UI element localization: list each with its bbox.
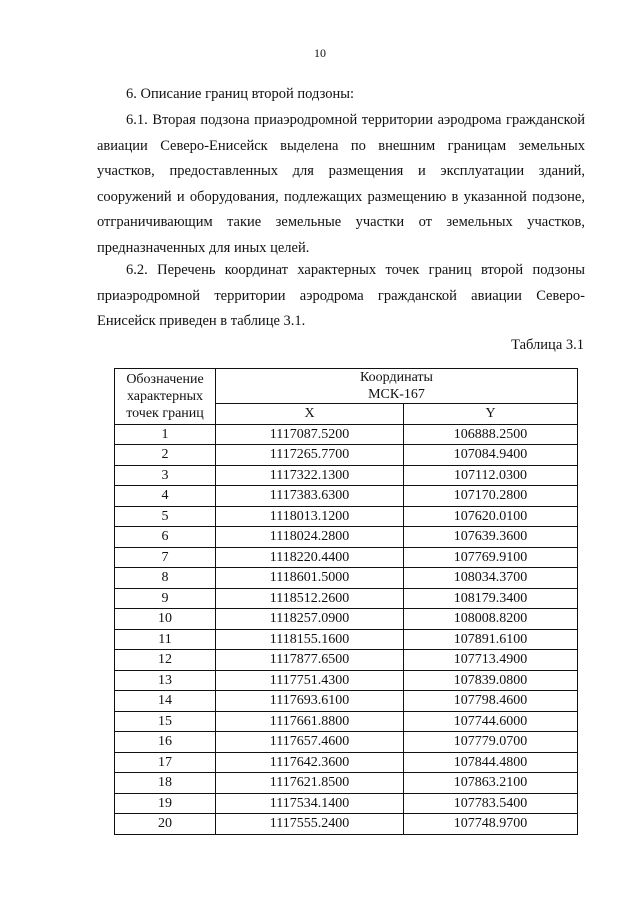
point-number-cell: 12 xyxy=(115,650,216,671)
table-row xyxy=(115,732,578,753)
table-row xyxy=(115,650,578,671)
x-coordinate-cell: 1117642.3600 xyxy=(216,752,404,773)
point-number-cell: 19 xyxy=(115,793,216,814)
table-row xyxy=(115,445,578,466)
paragraph-6-1: 6.1. Вторая подзона приаэродромной территории аэродрома гражданской авиации Северо-Енисейск выделена по внешним границам земельных участков, предоставленных для размещения и эксплуатации зданий, сооружений и оборудования, подлежащих размещению в указанной подзоне, отграничивающим такие земельные участки от земельных участков, предназначенных для иных целей. xyxy=(97,112,585,256)
y-coordinate-cell: 107844.4800 xyxy=(404,752,578,773)
designation-header-line: точек границ xyxy=(126,405,204,421)
table-header-row xyxy=(115,369,578,404)
y-coordinate-cell: 107112.0300 xyxy=(404,465,578,486)
point-number-cell: 1 xyxy=(115,424,216,445)
y-coordinate-cell: 108008.8200 xyxy=(404,609,578,630)
coordinates-header-line: Координаты xyxy=(360,370,433,385)
point-number-cell: 16 xyxy=(115,732,216,753)
paragraph-6-2: 6.2. Перечень координат характерных точек границ второй подзоны приаэродромной территории аэродрома гражданской авиации Северо-Енисейск приведен в таблице 3.1. xyxy=(97,262,585,329)
table-row xyxy=(115,814,578,835)
table-row xyxy=(115,568,578,589)
x-coordinate-cell: 1117322.1300 xyxy=(216,465,404,486)
point-number-cell: 13 xyxy=(115,670,216,691)
y-coordinate-cell: 107769.9100 xyxy=(404,547,578,568)
x-coordinate-cell: 1118024.2800 xyxy=(216,527,404,548)
x-column-header: X xyxy=(216,404,404,425)
table-row xyxy=(115,486,578,507)
point-number-cell: 3 xyxy=(115,465,216,486)
page-number: 10 xyxy=(314,46,326,60)
table-caption: Таблица 3.1 xyxy=(511,337,584,353)
coordinates-table xyxy=(114,368,578,835)
point-number-cell: 6 xyxy=(115,527,216,548)
x-coordinate-cell: 1117657.4600 xyxy=(216,732,404,753)
table-row xyxy=(115,773,578,794)
table-row xyxy=(115,752,578,773)
point-number-cell: 17 xyxy=(115,752,216,773)
y-coordinate-cell: 107620.0100 xyxy=(404,506,578,527)
x-coordinate-cell: 1118220.4400 xyxy=(216,547,404,568)
section-heading: 6. Описание границ второй подзоны: xyxy=(126,86,354,102)
y-coordinate-cell: 108179.3400 xyxy=(404,588,578,609)
y-column-header: Y xyxy=(404,404,578,425)
x-coordinate-cell: 1117693.6100 xyxy=(216,691,404,712)
designation-header-line: характерных xyxy=(126,388,204,404)
point-number-cell: 11 xyxy=(115,629,216,650)
y-coordinate-cell: 107839.0800 xyxy=(404,670,578,691)
y-coordinate-cell: 107798.4600 xyxy=(404,691,578,712)
x-coordinate-cell: 1118601.5000 xyxy=(216,568,404,589)
x-coordinate-cell: 1118013.1200 xyxy=(216,506,404,527)
coordinates-header xyxy=(216,369,578,404)
y-coordinate-cell: 107748.9700 xyxy=(404,814,578,835)
coordinates-header-line: МСК-167 xyxy=(368,387,425,402)
point-number-cell: 4 xyxy=(115,486,216,507)
y-coordinate-cell: 107779.0700 xyxy=(404,732,578,753)
x-coordinate-cell: 1117555.2400 xyxy=(216,814,404,835)
table-row xyxy=(115,670,578,691)
point-number-cell: 20 xyxy=(115,814,216,835)
x-coordinate-cell: 1118155.1600 xyxy=(216,629,404,650)
table-row xyxy=(115,547,578,568)
y-coordinate-cell: 107170.2800 xyxy=(404,486,578,507)
point-number-cell: 18 xyxy=(115,773,216,794)
y-coordinate-cell: 107713.4900 xyxy=(404,650,578,671)
x-coordinate-cell: 1118257.0900 xyxy=(216,609,404,630)
y-coordinate-cell: 107084.9400 xyxy=(404,445,578,466)
table-row xyxy=(115,629,578,650)
x-coordinate-cell: 1117534.1400 xyxy=(216,793,404,814)
y-coordinate-cell: 107744.6000 xyxy=(404,711,578,732)
table-row xyxy=(115,506,578,527)
x-coordinate-cell: 1117087.5200 xyxy=(216,424,404,445)
y-coordinate-cell: 106888.2500 xyxy=(404,424,578,445)
point-number-cell: 5 xyxy=(115,506,216,527)
x-coordinate-cell: 1117877.6500 xyxy=(216,650,404,671)
table-row xyxy=(115,527,578,548)
table-row xyxy=(115,424,578,445)
y-coordinate-cell: 108034.3700 xyxy=(404,568,578,589)
point-number-cell: 7 xyxy=(115,547,216,568)
table-row xyxy=(115,691,578,712)
point-number-cell: 15 xyxy=(115,711,216,732)
y-coordinate-cell: 107891.6100 xyxy=(404,629,578,650)
point-number-cell: 14 xyxy=(115,691,216,712)
x-coordinate-cell: 1118512.2600 xyxy=(216,588,404,609)
y-coordinate-cell: 107863.2100 xyxy=(404,773,578,794)
x-coordinate-cell: 1117661.8800 xyxy=(216,711,404,732)
x-coordinate-cell: 1117383.6300 xyxy=(216,486,404,507)
table-row xyxy=(115,711,578,732)
x-coordinate-cell: 1117751.4300 xyxy=(216,670,404,691)
table-row xyxy=(115,793,578,814)
table-row xyxy=(115,609,578,630)
table-row xyxy=(115,588,578,609)
point-number-cell: 9 xyxy=(115,588,216,609)
designation-header xyxy=(115,369,216,425)
y-coordinate-cell: 107783.5400 xyxy=(404,793,578,814)
y-coordinate-cell: 107639.3600 xyxy=(404,527,578,548)
designation-header-line: Обозначение xyxy=(126,371,204,387)
x-coordinate-cell: 1117621.8500 xyxy=(216,773,404,794)
point-number-cell: 8 xyxy=(115,568,216,589)
point-number-cell: 2 xyxy=(115,445,216,466)
table-row xyxy=(115,465,578,486)
x-coordinate-cell: 1117265.7700 xyxy=(216,445,404,466)
point-number-cell: 10 xyxy=(115,609,216,630)
